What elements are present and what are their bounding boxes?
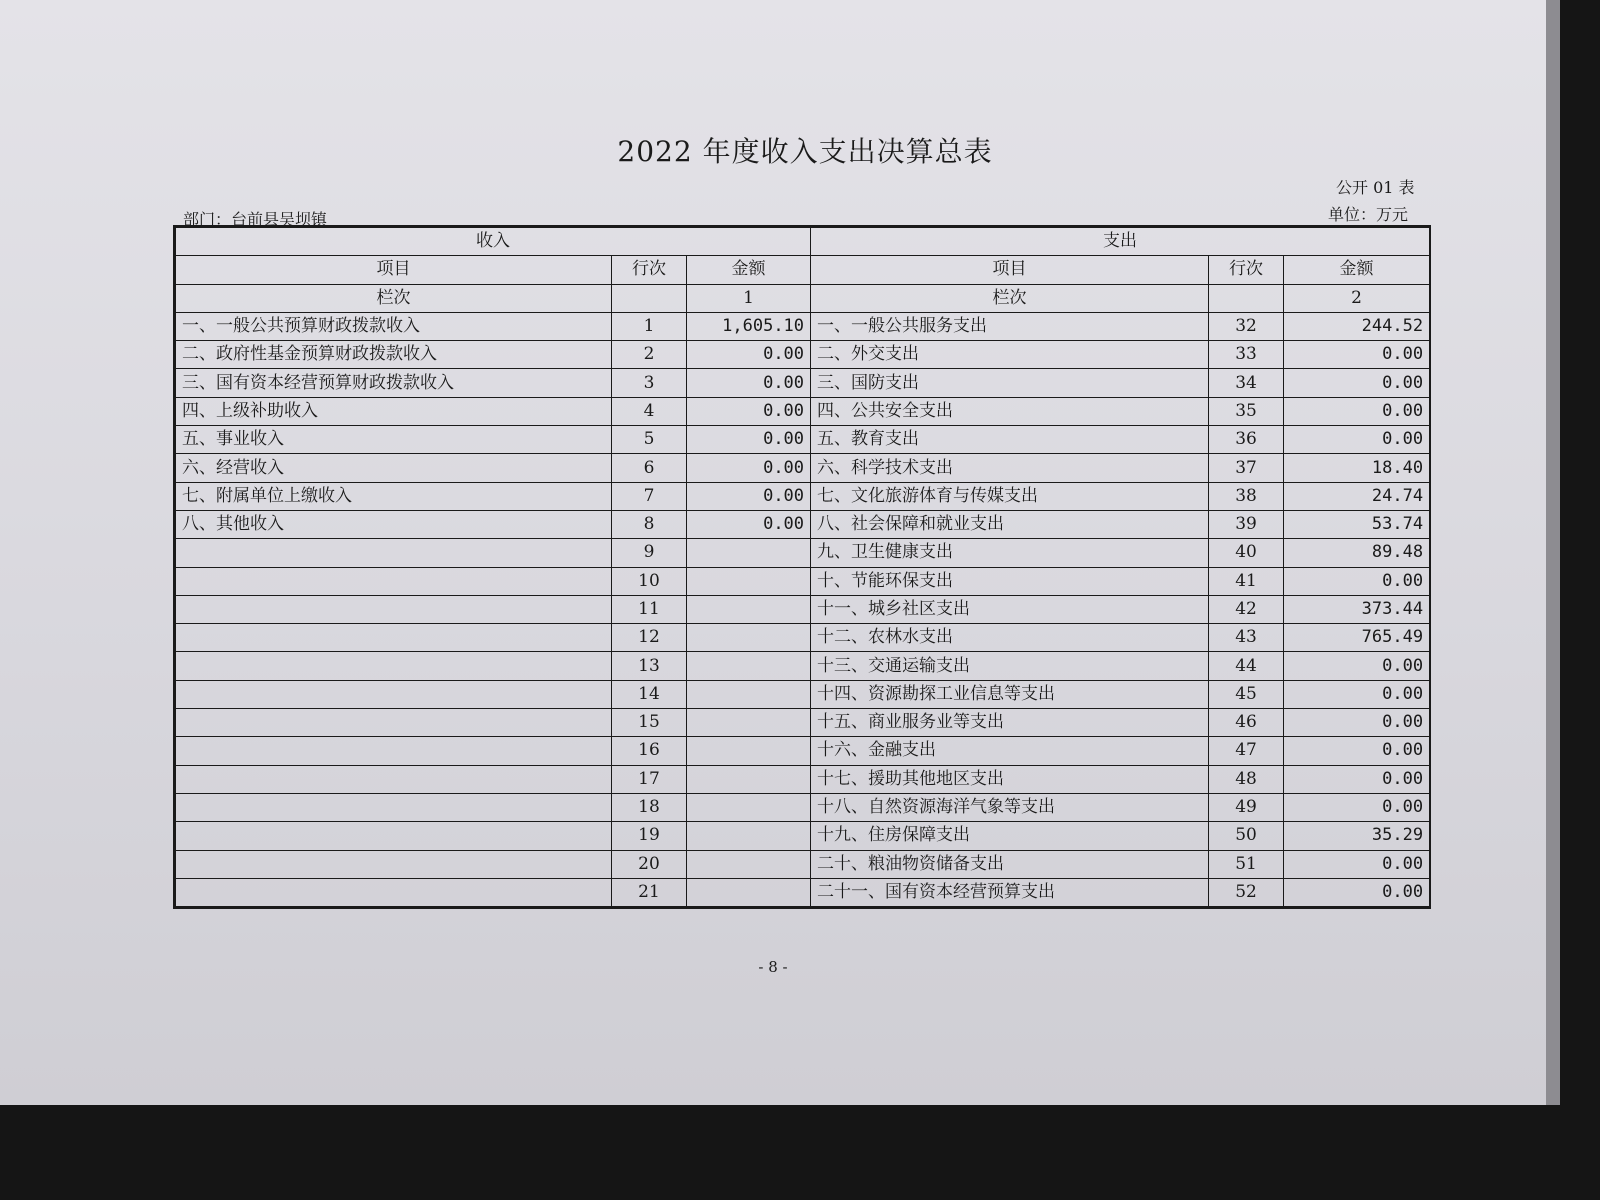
expense-amount-cell: 0.00 bbox=[1284, 737, 1430, 765]
income-amount-cell: 0.00 bbox=[687, 397, 811, 425]
income-item-cell bbox=[176, 652, 612, 680]
income-rowno-cell: 18 bbox=[612, 793, 687, 821]
income-amount-cell bbox=[687, 539, 811, 567]
table-row bbox=[176, 397, 1430, 425]
income-rowno-header: 行次 bbox=[612, 256, 687, 284]
income-column-number: 1 bbox=[687, 284, 811, 312]
expense-amount-cell: 0.00 bbox=[1284, 793, 1430, 821]
expense-rowno-cell: 34 bbox=[1209, 369, 1284, 397]
table-row bbox=[176, 369, 1430, 397]
income-item-header: 项目 bbox=[176, 256, 612, 284]
expense-rowno-cell: 44 bbox=[1209, 652, 1284, 680]
table-row bbox=[176, 539, 1430, 567]
income-amount-cell bbox=[687, 765, 811, 793]
income-header: 收入 bbox=[176, 228, 811, 256]
income-item-cell bbox=[176, 850, 612, 878]
expense-amount-cell: 0.00 bbox=[1284, 426, 1430, 454]
income-item-cell bbox=[176, 822, 612, 850]
income-amount-cell: 0.00 bbox=[687, 482, 811, 510]
expense-amount-cell: 53.74 bbox=[1284, 510, 1430, 538]
income-item-cell: 六、经营收入 bbox=[176, 454, 612, 482]
expense-item-cell: 七、文化旅游体育与传媒支出 bbox=[811, 482, 1209, 510]
income-rowno-cell: 16 bbox=[612, 737, 687, 765]
expense-rowno-cell: 36 bbox=[1209, 426, 1284, 454]
income-item-cell bbox=[176, 765, 612, 793]
expense-item-cell: 二十一、国有资本经营预算支出 bbox=[811, 878, 1209, 906]
form-number: 公开 01 表 bbox=[1336, 178, 1415, 197]
income-item-cell bbox=[176, 680, 612, 708]
expense-header: 支出 bbox=[811, 228, 1430, 256]
expense-item-cell: 十三、交通运输支出 bbox=[811, 652, 1209, 680]
income-amount-cell bbox=[687, 822, 811, 850]
expense-rowno-cell: 51 bbox=[1209, 850, 1284, 878]
expense-rowno-cell: 33 bbox=[1209, 341, 1284, 369]
expense-rowno-cell: 46 bbox=[1209, 709, 1284, 737]
expense-rowno-cell: 32 bbox=[1209, 312, 1284, 340]
expense-item-cell: 十一、城乡社区支出 bbox=[811, 595, 1209, 623]
expense-amount-cell: 0.00 bbox=[1284, 397, 1430, 425]
expense-item-cell: 一、一般公共服务支出 bbox=[811, 312, 1209, 340]
table-row bbox=[176, 624, 1430, 652]
summary-table bbox=[173, 225, 1431, 909]
header-row-sections bbox=[176, 228, 1430, 256]
expense-item-cell: 十七、援助其他地区支出 bbox=[811, 765, 1209, 793]
expense-amount-cell: 0.00 bbox=[1284, 878, 1430, 906]
expense-amount-cell: 35.29 bbox=[1284, 822, 1430, 850]
income-item-cell bbox=[176, 624, 612, 652]
expense-item-cell: 二、外交支出 bbox=[811, 341, 1209, 369]
income-amount-cell bbox=[687, 624, 811, 652]
expense-item-cell: 十二、农林水支出 bbox=[811, 624, 1209, 652]
expense-amount-cell: 765.49 bbox=[1284, 624, 1430, 652]
income-amount-cell bbox=[687, 737, 811, 765]
income-rowno-cell: 2 bbox=[612, 341, 687, 369]
income-rowno-cell: 7 bbox=[612, 482, 687, 510]
table-row bbox=[176, 595, 1430, 623]
expense-amount-cell: 0.00 bbox=[1284, 652, 1430, 680]
income-column-blank bbox=[612, 284, 687, 312]
income-rowno-cell: 9 bbox=[612, 539, 687, 567]
expense-rowno-cell: 47 bbox=[1209, 737, 1284, 765]
income-item-cell bbox=[176, 737, 612, 765]
table-row bbox=[176, 482, 1430, 510]
income-item-cell bbox=[176, 595, 612, 623]
expense-item-header: 项目 bbox=[811, 256, 1209, 284]
expense-rowno-cell: 39 bbox=[1209, 510, 1284, 538]
page-number: - 8 - bbox=[758, 958, 788, 976]
expense-amount-cell: 24.74 bbox=[1284, 482, 1430, 510]
income-amount-cell: 0.00 bbox=[687, 341, 811, 369]
income-item-cell bbox=[176, 567, 612, 595]
header-row-columns bbox=[176, 256, 1430, 284]
income-item-cell bbox=[176, 878, 612, 906]
expense-rowno-cell: 45 bbox=[1209, 680, 1284, 708]
table-row bbox=[176, 878, 1430, 906]
income-rowno-cell: 19 bbox=[612, 822, 687, 850]
expense-rowno-cell: 37 bbox=[1209, 454, 1284, 482]
income-item-cell bbox=[176, 709, 612, 737]
income-rowno-cell: 12 bbox=[612, 624, 687, 652]
income-item-cell: 四、上级补助收入 bbox=[176, 397, 612, 425]
income-amount-cell: 0.00 bbox=[687, 369, 811, 397]
expense-column-label: 栏次 bbox=[811, 284, 1209, 312]
table-row bbox=[176, 850, 1430, 878]
income-item-cell: 一、一般公共预算财政拨款收入 bbox=[176, 312, 612, 340]
table-row bbox=[176, 793, 1430, 821]
income-column-label: 栏次 bbox=[176, 284, 612, 312]
income-rowno-cell: 17 bbox=[612, 765, 687, 793]
income-rowno-cell: 20 bbox=[612, 850, 687, 878]
income-amount-cell: 0.00 bbox=[687, 454, 811, 482]
table-row bbox=[176, 510, 1430, 538]
expense-item-cell: 十四、资源勘探工业信息等支出 bbox=[811, 680, 1209, 708]
expense-item-cell: 九、卫生健康支出 bbox=[811, 539, 1209, 567]
table-row bbox=[176, 822, 1430, 850]
income-rowno-cell: 5 bbox=[612, 426, 687, 454]
unit-label: 单位：万元 bbox=[1328, 205, 1409, 224]
income-rowno-cell: 14 bbox=[612, 680, 687, 708]
income-amount-cell bbox=[687, 595, 811, 623]
income-amount-cell: 0.00 bbox=[687, 510, 811, 538]
expense-rowno-cell: 49 bbox=[1209, 793, 1284, 821]
table-row bbox=[176, 709, 1430, 737]
table-row bbox=[176, 652, 1430, 680]
income-rowno-cell: 10 bbox=[612, 567, 687, 595]
income-item-cell: 五、事业收入 bbox=[176, 426, 612, 454]
expense-item-cell: 十、节能环保支出 bbox=[811, 567, 1209, 595]
expense-item-cell: 十六、金融支出 bbox=[811, 737, 1209, 765]
expense-item-cell: 八、社会保障和就业支出 bbox=[811, 510, 1209, 538]
income-rowno-cell: 15 bbox=[612, 709, 687, 737]
income-amount-cell bbox=[687, 652, 811, 680]
expense-item-cell: 十八、自然资源海洋气象等支出 bbox=[811, 793, 1209, 821]
income-rowno-cell: 1 bbox=[612, 312, 687, 340]
income-rowno-cell: 3 bbox=[612, 369, 687, 397]
expense-item-cell: 六、科学技术支出 bbox=[811, 454, 1209, 482]
income-amount-cell bbox=[687, 709, 811, 737]
table-row bbox=[176, 312, 1430, 340]
table-row bbox=[176, 737, 1430, 765]
table-row bbox=[176, 680, 1430, 708]
expense-amount-cell: 18.40 bbox=[1284, 454, 1430, 482]
expense-rowno-cell: 43 bbox=[1209, 624, 1284, 652]
table-row bbox=[176, 454, 1430, 482]
income-amount-cell bbox=[687, 878, 811, 906]
expense-column-number: 2 bbox=[1284, 284, 1430, 312]
expense-item-cell: 五、教育支出 bbox=[811, 426, 1209, 454]
income-amount-cell bbox=[687, 680, 811, 708]
income-rowno-cell: 6 bbox=[612, 454, 687, 482]
expense-item-cell: 四、公共安全支出 bbox=[811, 397, 1209, 425]
expense-item-cell: 十九、住房保障支出 bbox=[811, 822, 1209, 850]
income-amount-cell bbox=[687, 567, 811, 595]
expense-amount-cell: 0.00 bbox=[1284, 765, 1430, 793]
expense-amount-cell: 373.44 bbox=[1284, 595, 1430, 623]
expense-rowno-cell: 38 bbox=[1209, 482, 1284, 510]
expense-rowno-cell: 41 bbox=[1209, 567, 1284, 595]
expense-amount-cell: 0.00 bbox=[1284, 341, 1430, 369]
income-amount-header: 金额 bbox=[687, 256, 811, 284]
expense-rowno-cell: 48 bbox=[1209, 765, 1284, 793]
income-rowno-cell: 8 bbox=[612, 510, 687, 538]
table-row bbox=[176, 567, 1430, 595]
expense-amount-cell: 89.48 bbox=[1284, 539, 1430, 567]
table-row bbox=[176, 426, 1430, 454]
income-amount-cell: 1,605.10 bbox=[687, 312, 811, 340]
income-rowno-cell: 4 bbox=[612, 397, 687, 425]
expense-rowno-cell: 42 bbox=[1209, 595, 1284, 623]
expense-item-cell: 十五、商业服务业等支出 bbox=[811, 709, 1209, 737]
expense-item-cell: 二十、粮油物资储备支出 bbox=[811, 850, 1209, 878]
expense-amount-cell: 0.00 bbox=[1284, 709, 1430, 737]
expense-rowno-header: 行次 bbox=[1209, 256, 1284, 284]
income-rowno-cell: 21 bbox=[612, 878, 687, 906]
expense-rowno-cell: 50 bbox=[1209, 822, 1284, 850]
expense-amount-header: 金额 bbox=[1284, 256, 1430, 284]
income-item-cell: 二、政府性基金预算财政拨款收入 bbox=[176, 341, 612, 369]
income-rowno-cell: 13 bbox=[612, 652, 687, 680]
expense-rowno-cell: 52 bbox=[1209, 878, 1284, 906]
income-amount-cell: 0.00 bbox=[687, 426, 811, 454]
page-title: 2022 年度收入支出决算总表 bbox=[617, 135, 993, 168]
expense-item-cell: 三、国防支出 bbox=[811, 369, 1209, 397]
table-row bbox=[176, 341, 1430, 369]
income-item-cell: 八、其他收入 bbox=[176, 510, 612, 538]
expense-amount-cell: 244.52 bbox=[1284, 312, 1430, 340]
table-row bbox=[176, 765, 1430, 793]
income-item-cell bbox=[176, 539, 612, 567]
expense-column-blank bbox=[1209, 284, 1284, 312]
income-item-cell bbox=[176, 793, 612, 821]
expense-rowno-cell: 40 bbox=[1209, 539, 1284, 567]
income-item-cell: 三、国有资本经营预算财政拨款收入 bbox=[176, 369, 612, 397]
expense-amount-cell: 0.00 bbox=[1284, 850, 1430, 878]
income-item-cell: 七、附属单位上缴收入 bbox=[176, 482, 612, 510]
expense-amount-cell: 0.00 bbox=[1284, 567, 1430, 595]
department-label: 部门：台前县吴坝镇 bbox=[183, 210, 328, 229]
income-amount-cell bbox=[687, 850, 811, 878]
expense-rowno-cell: 35 bbox=[1209, 397, 1284, 425]
income-rowno-cell: 11 bbox=[612, 595, 687, 623]
header-row-column-index bbox=[176, 284, 1430, 312]
income-amount-cell bbox=[687, 793, 811, 821]
expense-amount-cell: 0.00 bbox=[1284, 369, 1430, 397]
expense-amount-cell: 0.00 bbox=[1284, 680, 1430, 708]
